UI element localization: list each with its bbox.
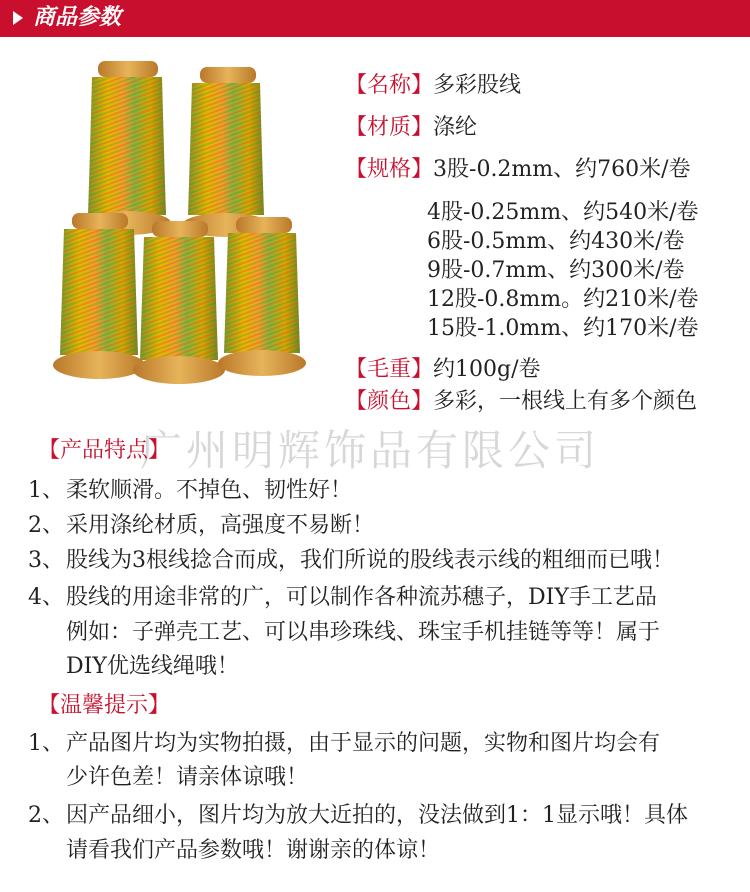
feature-number: 4、	[28, 585, 64, 610]
tip-item	[28, 730, 660, 758]
spec-material-row	[345, 114, 477, 142]
spec-size-line: 12股-0.8mm。约210米/卷	[427, 287, 699, 312]
spec-name-label: 【名称】	[345, 73, 434, 98]
play-triangle-icon	[13, 11, 23, 25]
tip-text-continued: 少许色差！请亲体谅哦！	[66, 765, 309, 790]
feature-text-continued: DIY优选线绳哦！	[66, 654, 239, 679]
spool-bottom-right	[218, 217, 306, 376]
section-header-title: 商品参数	[33, 5, 122, 30]
spec-size-row	[345, 156, 691, 184]
tip-text: 产品图片均为实物拍摄，由于显示的问题，实物和图片均会有	[66, 731, 661, 756]
company-watermark: 广州明辉饰品有限公司	[140, 426, 601, 475]
feature-number: 2、	[28, 513, 64, 538]
spec-color-value: 多彩，一根线上有多个颜色	[433, 389, 698, 414]
feature-item	[28, 477, 352, 505]
tip-number: 1、	[28, 731, 64, 756]
spec-weight-label: 【毛重】	[345, 357, 434, 382]
feature-item	[28, 547, 674, 575]
features-title: 【产品特点】	[38, 438, 171, 463]
spec-size-label: 【规格】	[345, 157, 434, 182]
feature-number: 3、	[28, 548, 64, 573]
feature-item	[28, 584, 657, 612]
tip-text-continued: 请看我们产品参数哦！谢谢亲的体谅！	[66, 838, 441, 863]
tip-text: 因产品细小，图片均为放大近拍的，没法做到1：1显示哦！具体	[66, 803, 688, 828]
spec-weight-row	[345, 356, 541, 384]
feature-text: 柔软顺滑。不掉色、韧性好！	[66, 478, 353, 503]
section-header	[0, 0, 750, 37]
spec-size-line: 6股-0.5mm、约430米/卷	[427, 229, 685, 254]
feature-item	[28, 512, 374, 540]
spec-material-label: 【材质】	[345, 115, 434, 140]
tips-title: 【温馨提示】	[38, 693, 171, 718]
spool-top-left	[83, 61, 171, 235]
spec-name-value: 多彩股线	[433, 73, 522, 98]
feature-text: 股线的用途非常的广，可以制作各种流苏穗子，DIY手工艺品	[66, 585, 657, 610]
tip-item	[28, 802, 688, 830]
spec-color-row	[345, 388, 697, 416]
spec-weight-value: 约100g/卷	[433, 357, 541, 382]
tip-number: 2、	[28, 803, 64, 828]
product-image	[40, 55, 330, 395]
spec-size-line: 3股-0.2mm、约760米/卷	[433, 157, 691, 182]
feature-number: 1、	[28, 478, 64, 503]
spool-top-right	[182, 67, 270, 237]
spec-size-line: 15股-1.0mm、约170米/卷	[427, 316, 699, 341]
spool-bottom-left	[53, 213, 145, 379]
feature-text: 股线为3根线捻合而成，我们所说的股线表示线的粗细而已哦！	[66, 548, 674, 573]
spec-size-line: 9股-0.7mm、约300米/卷	[427, 258, 685, 283]
feature-text: 采用涤纶材质，高强度不易断！	[66, 513, 375, 538]
feature-text-continued: 例如：子弹壳工艺、可以串珍珠线、珠宝手机挂链等等！属于	[66, 620, 661, 645]
spec-color-label: 【颜色】	[345, 389, 434, 414]
spec-name-row	[345, 72, 521, 100]
spec-material-value: 涤纶	[433, 115, 478, 140]
spec-size-line: 4股-0.25mm、约540米/卷	[427, 200, 699, 225]
spool-bottom-middle	[133, 221, 225, 384]
